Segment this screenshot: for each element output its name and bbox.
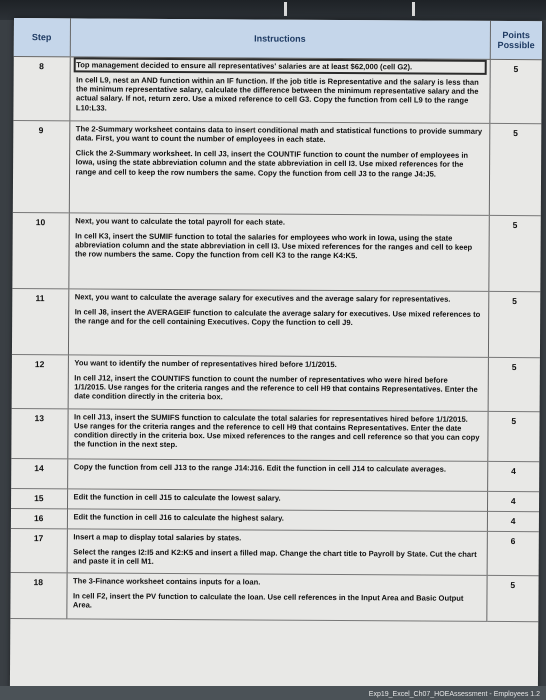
header-points: [490, 21, 542, 59]
table-row: [13, 56, 541, 123]
step-number: 15: [34, 492, 44, 503]
step-instructions: [68, 288, 488, 357]
step-instructions: [67, 528, 487, 575]
table-row: [12, 288, 540, 357]
instruction-paragraph: Next, you want to calculate the average salary for executives and the average salary for representatives.: [74, 291, 451, 304]
table-row: [12, 212, 540, 291]
step-number: 8: [39, 60, 44, 71]
step-instructions: [67, 408, 487, 461]
points-value: 5: [513, 127, 518, 138]
top-tick: [284, 2, 287, 16]
step-number: 11: [35, 292, 45, 303]
step-instructions: [66, 572, 486, 621]
sheet-tab-bar: [0, 686, 546, 700]
instructions-sheet: [10, 18, 542, 693]
instruction-paragraph: Copy the function from cell J13 to the range J14:J16. Edit the function in cell J14 to calculate averages.: [73, 461, 446, 474]
points-value: 6: [510, 535, 516, 546]
step-instructions: [69, 56, 489, 123]
step-number: 14: [34, 462, 44, 473]
instruction-paragraph: In cell J12, insert the COUNTIFS function to count the number of representatives who were hired before 1/1/2015. Use ranges for the criteria ranges and the reference to cell H9 that contains Representatives. Enter the date condition directly in the criteria box.: [74, 373, 478, 402]
points-value: 5: [511, 361, 517, 372]
points-value: 5: [510, 579, 516, 590]
header-instructions: Instructions: [70, 18, 490, 59]
points-value: 5: [513, 63, 519, 74]
instruction-paragraph: The 3-Finance worksheet contains inputs for a loan.: [73, 575, 261, 587]
top-tick: [412, 2, 415, 16]
instruction-paragraph: In cell J8, insert the AVERAGEIF function to calculate the average salary for executives. Use mixed references to the range and for the cell containing Executives. Copy the function to cell J9.: [74, 307, 481, 328]
points-value: 4: [511, 465, 516, 476]
header-points-line1: Points: [502, 29, 530, 40]
step-instructions: [67, 458, 487, 491]
step-instructions: [68, 212, 488, 291]
top-edge: [0, 0, 546, 20]
table-row: [11, 528, 539, 575]
instructions-table: [10, 18, 542, 622]
table-row: [10, 572, 538, 621]
instruction-paragraph: Top management decided to ensure all representatives' salaries are at least $62,000 (cell G2).: [76, 60, 483, 72]
instruction-paragraph: Edit the function in cell J15 to calculate the lowest salary.: [73, 491, 281, 503]
step-number: 9: [38, 124, 44, 135]
table-row: [11, 458, 539, 491]
step-instructions: [68, 354, 488, 411]
table-row: [11, 408, 539, 461]
instruction-paragraph: Next, you want to calculate the total payroll for each state.: [75, 215, 286, 227]
instruction-paragraph: Select the ranges I2:I5 and K2:K5 and insert a filled map. Change the chart title to Payroll by State. Cut the chart and paste it in cell M1.: [73, 547, 477, 566]
table-row: [13, 120, 542, 215]
step-number: 13: [34, 412, 45, 423]
instruction-paragraph: Insert a map to display total salaries by states.: [73, 531, 242, 542]
step-instructions: [69, 120, 490, 215]
table-header-row: [14, 18, 542, 59]
step-instructions: [67, 488, 487, 511]
points-value: 5: [512, 219, 518, 230]
instruction-paragraph: In cell L9, nest an AND function within an IF function. If the job title is Representative and the salary is less than the minimum representative salary, calculate the difference between the minimum representative salary and the actual salary. If not, return zero. Use a mixed reference to cell G3. Copy the function from cell L9 to the range L10:L33.: [75, 75, 479, 113]
points-value: 5: [512, 295, 517, 306]
instruction-paragraph: In cell K3, insert the SUMIF function to total the salaries for employees who work in Iowa, using the state abbreviation column and the state abbreviation in cell I3. Use mixed references for the ranges and cell to keep the row numbers the same. Copy the function from cell K3 to the range K4:K5.: [75, 231, 473, 261]
step-number: 10: [35, 216, 46, 227]
step-instructions: [67, 508, 487, 531]
header-step: Step: [14, 18, 70, 56]
sheet-tab-label[interactable]: Exp19_Excel_Ch07_HOEAssessment - Employees 1.2: [368, 691, 540, 698]
instruction-paragraph: Click the 2-Summary worksheet. In cell J3, insert the COUNTIF function to count the number of employees in Iowa, using the state abbreviation column and the state abbreviation in cell I3. Use mixed references for the range and cell to keep the row numbers the same. Copy the function from cell J3 to the range J4:J5.: [75, 148, 469, 179]
instruction-paragraph: Edit the function in cell J16 to calculate the highest salary.: [73, 511, 284, 523]
points-value: 5: [511, 415, 517, 426]
step-number: 18: [33, 576, 44, 587]
header-points-line2: Possible: [497, 39, 535, 50]
points-value: 4: [510, 515, 516, 526]
instruction-paragraph: The 2-Summary worksheet contains data to insert conditional math and statistical functions to provide summary data. First, you want to count the number of employees in each state.: [75, 123, 483, 144]
step-number: 16: [33, 512, 44, 523]
step-number: 12: [34, 358, 45, 369]
instruction-paragraph: In cell F2, insert the PV function to calculate the loan. Use cell references in the Input Area and Basic Output Area.: [72, 591, 464, 610]
instruction-paragraph: You want to identify the number of representatives hired before 1/1/2015.: [74, 357, 337, 369]
points-value: 4: [510, 495, 516, 506]
table-row: [12, 354, 540, 411]
step-number: 17: [33, 532, 44, 543]
instruction-paragraph: In cell J13, insert the SUMIFS function to calculate the total salaries for representatives hired before 1/1/2015. Use ranges for the criteria ranges and the reference to cell H9 that contains Representatives. Enter the date condition directly in the criteria box. Use mixed references to the ranges and cell reference so that you can copy the function in the next step.: [73, 411, 480, 450]
